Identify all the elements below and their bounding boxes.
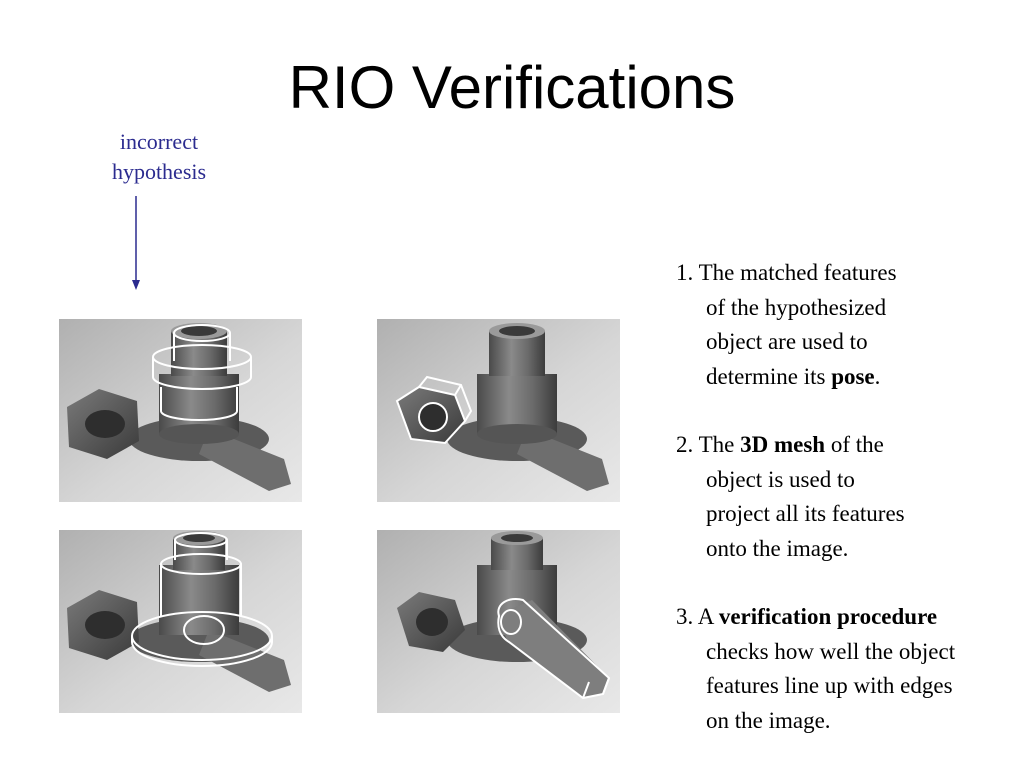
photo-cylinder-hypothesis	[59, 319, 302, 502]
photo-flange-hypothesis	[59, 530, 302, 713]
step-3-number: 3.	[676, 604, 694, 629]
step-3-line-3: features line up with edges	[706, 673, 953, 698]
step-3-line-2: checks how well the object	[706, 638, 956, 664]
verification-steps	[676, 256, 1021, 772]
step-1-line-1: The matched features	[698, 260, 897, 285]
step-2-line-1-post: of the	[825, 432, 884, 457]
annotation-arrow	[128, 194, 144, 294]
step-1	[676, 256, 1021, 394]
annotation-line-2: hypothesis	[111, 159, 207, 184]
step-3	[676, 600, 1021, 738]
step-2-mesh-term: 3D mesh	[740, 432, 826, 457]
step-3-procedure-term: verification procedure	[718, 604, 938, 629]
slide-title: RIO Verifications	[288, 54, 736, 121]
step-2-line-1-pre: The	[698, 432, 741, 457]
step-1-number: 1.	[676, 260, 694, 285]
step-1-line-4-post: .	[874, 363, 881, 389]
step-3-line-1-pre: A	[697, 604, 719, 629]
step-1-line-4	[676, 360, 1021, 395]
step-1-line-4-pre: determine its	[706, 363, 832, 389]
step-2-line-4: onto the image.	[706, 535, 849, 561]
step-2-number: 2.	[676, 432, 694, 457]
step-2-line-3: project all its features	[706, 501, 905, 526]
photo-nut-hypothesis	[377, 319, 620, 502]
incorrect-hypothesis-label	[96, 127, 222, 187]
step-1-line-2: of the hypothesized	[706, 294, 887, 320]
step-1-pose-term: pose	[831, 363, 875, 389]
step-2	[676, 428, 1021, 566]
step-3-line-4: on the image.	[706, 707, 831, 733]
step-1-line-3: object are used to	[706, 329, 868, 354]
step-2-line-2: object is used to	[706, 466, 855, 492]
photo-bracket-hypothesis	[377, 530, 620, 713]
annotation-line-1: incorrect	[119, 129, 199, 154]
